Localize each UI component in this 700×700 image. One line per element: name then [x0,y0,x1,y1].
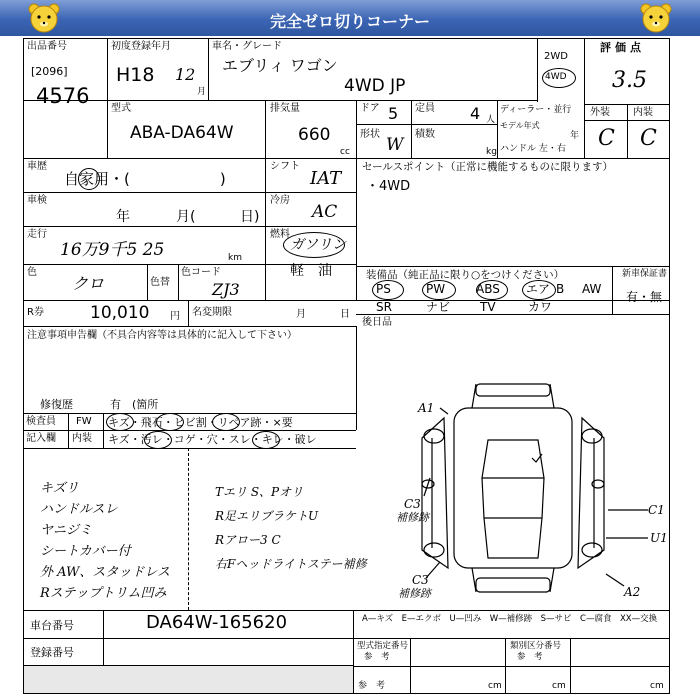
chassis-label: 車台番号 [30,619,74,632]
handwritten-note-line: Rステップトリム凹み [40,586,167,601]
divider [265,158,266,300]
dims-ref-1: 参 考 [364,652,390,662]
mileage-value: 16万9千5 25 [60,240,165,260]
divider [627,104,628,158]
inspector-circle-mark [212,413,240,431]
handwritten-note-line: Tエリ S、Pオリ [215,485,304,499]
divider [356,266,670,267]
lot-small: [2096] [31,65,68,78]
dims-cm-2: cm [552,681,566,691]
divider [23,638,670,639]
car-grade: 4WD JP [344,76,406,96]
drive-4wd: 4WD [545,72,567,82]
divider [23,226,356,227]
divider [23,413,356,414]
divider [23,100,537,101]
handwritten-note-line: ヤニジミ [40,523,93,538]
displacement-unit: cc [340,147,350,157]
divider [68,413,69,448]
divider [23,610,670,611]
doors-label: ドア [360,103,380,114]
handwritten-note-line: ハンドルスレ [40,502,118,517]
car-damage-diagram [404,378,666,618]
color-label: 色 [27,267,37,278]
name-change-day: 日 [340,309,350,320]
divider [353,666,670,667]
handwritten-note-line: Rアロー3 C [215,533,281,547]
equip-navi: ナビ [426,300,451,314]
dealer-label: ディーラー・並行 [500,105,572,115]
divider [356,158,357,300]
capacity-value: 4 [470,104,481,123]
equip-aw: AW [582,282,602,296]
displacement-value: 660 [298,125,331,145]
divider [584,38,585,158]
legend: A—キズ E—エクボ U—凹み W—補修跡 S—サビ C—腐食 XX—交換 [362,614,658,624]
inspector-entry-label: 記入欄 [26,433,56,444]
registration-month-suffix: 月 [197,87,207,97]
sales-label: セールスポイント（正常に機能するものに限ります） [362,161,614,173]
fuel-gas: ガソリン [290,237,346,253]
drive-2wd: 2WD [544,51,568,62]
divider [356,100,357,158]
mark-c1: C1 [648,503,665,517]
divider [103,413,104,448]
fuel-circle-mark [283,232,345,258]
mascot-left-icon [28,3,60,33]
car-name: エブリィ ワゴン [222,56,338,75]
grade-int: C [640,126,657,151]
shift-label: シフト [270,161,300,172]
equip-sr: SR [376,300,392,314]
divider [23,326,356,327]
equip-b: B [556,282,565,296]
inspector-circle-mark [106,413,134,431]
color-num-label: 色替 [150,277,170,288]
fuel-diesel: 軽 油 [290,263,332,279]
grade-score: 3.5 [612,68,647,93]
color-code-label: 色コード [181,267,221,278]
mileage-unit: km [228,253,242,263]
name-change-month: 月 [296,309,306,320]
divider [107,38,108,158]
car-label: 車名・グレード [212,41,282,52]
repair-label: 修復歴 [40,398,73,411]
divider [23,158,670,159]
dims-cm-3: cm [650,681,664,691]
divider [411,100,412,158]
divider [612,266,613,314]
load-label: 積数 [415,129,435,140]
load-unit: kg [486,147,497,157]
model-label: 型式 [111,103,131,114]
divider [356,314,670,315]
registration-month: 12 [175,65,196,84]
divider [208,38,209,100]
handwritten-note-line: R足エリブラケトU [215,509,319,523]
history-value: 自家用・( ) [64,170,226,188]
dealer-year-suffix: 年 [570,131,580,141]
fuel-label: 燃料 [270,229,290,240]
color-value: クロ [72,274,105,293]
grade-int-label: 内装 [633,107,653,118]
shape-value: W [386,135,404,155]
warranty-label: 新車保証書 [622,269,668,279]
divider [497,100,498,158]
mileage-label: 走行 [27,229,47,240]
inspection-year: 年 [116,209,130,225]
divider [537,38,538,102]
registration-label: 初度登録年月 [111,41,171,52]
color-code: ZJ3 [212,280,240,299]
dealer-model-year: モデル年式 [500,121,540,130]
inspector-label: 検査員 [26,416,56,427]
dims-label-2: 類別区分番号 [510,641,562,651]
inspector-circle-mark [144,431,172,449]
divider [353,610,354,694]
name-change-label: 名変期限 [192,307,232,318]
equip-pw: PW [426,282,446,296]
handwritten-note-line: キズリ [40,481,79,496]
divider [188,448,189,610]
inspector-circle-mark [156,413,184,431]
dealer-handle: ハンドル 左・右 [500,144,566,154]
divider [188,300,189,326]
doors-value: 5 [388,104,399,123]
price-unit: 円 [170,311,180,322]
mascot-right-icon [640,3,672,33]
handwritten-note-line: 右Fヘッドライトステー補修 [215,557,367,571]
divider [265,100,266,158]
equip-ps: PS [376,282,391,296]
dims-cm-1: cm [488,681,502,691]
mark-c3a: C3 [404,497,421,511]
naisou-label: 内装 [72,433,92,444]
divider [356,124,497,125]
equip-tv: TV [480,300,496,314]
inspection-month: 月( [176,209,196,225]
dims-label-1: 型式指定番号 [357,641,409,651]
fw-label: FW [76,416,92,427]
interior-items: キズ・汚レ・コゲ・穴・スレ・キレ・破レ [108,433,317,446]
handwritten-note-line: 外 AW、スタッドレス [40,565,170,580]
header-title: 完全ゼロ切りコーナー [269,12,430,31]
divider [23,430,356,431]
mark-c3b-note: 補修跡 [398,587,431,600]
divider [356,326,357,430]
displacement-label: 排気量 [270,103,300,114]
divider [178,264,179,300]
mark-c3a-note: 補修跡 [396,511,429,524]
equip-leather: カワ [528,300,553,314]
divider [147,264,148,300]
plate-label: 登録番号 [30,646,74,659]
mark-a2: A2 [624,585,641,599]
history-label: 車歴 [27,161,47,172]
model-value: ABA-DA64W [130,123,234,143]
notes-label: 注意事項申告欄（不具合内容等は具体的に記入して下さい） [27,330,297,341]
handwritten-note-line: シートカバー付 [40,544,131,559]
warranty-value: 有・無 [626,290,663,304]
lot-label: 出品番号 [27,41,67,52]
price-label: R券 [27,307,44,318]
grade-label: 評価点 [600,41,645,54]
lot-number: 4576 [36,84,90,108]
dims-ref-2: 参 考 [517,652,543,662]
capacity-label: 定員 [415,103,435,114]
price-value: 10,010 [90,303,150,323]
shape-label: 形状 [360,129,380,140]
blank-shaded-cell [24,666,353,693]
rear-seat-label: 後日品 [362,317,392,328]
registration-era: H18 [116,64,155,86]
chassis-value: DA64W-165620 [146,612,288,633]
history-circle-mark [78,168,100,190]
aircon-label: 冷房 [270,195,290,206]
sales-point: ・4WD [366,179,411,194]
mark-a1: A1 [418,401,435,415]
grade-ext-label: 外装 [590,107,610,118]
inspection-day: 日) [240,209,260,225]
inspector-circle-mark [252,431,280,449]
fw-items: キズ・飛石・ヒビ割・リペア跡・×要 [108,416,293,429]
shift-value: IAT [310,168,342,189]
equipment-label: 装備品（純正品に限り○をつけください） [366,269,565,281]
repair-value: 有 (箇所 [110,398,159,411]
equip-aircon: エア [526,282,551,296]
grade-ext: C [598,126,615,151]
inspection-label: 車検 [27,195,47,206]
mark-c3b: C3 [412,573,429,587]
equip-abs: ABS [476,282,500,296]
dims-ref-3: 参 考 [358,681,386,691]
divider [23,448,356,449]
capacity-unit: 人 [486,115,496,125]
mark-u1: U1 [650,531,668,545]
aircon-value: AC [312,202,338,222]
divider [23,192,356,193]
